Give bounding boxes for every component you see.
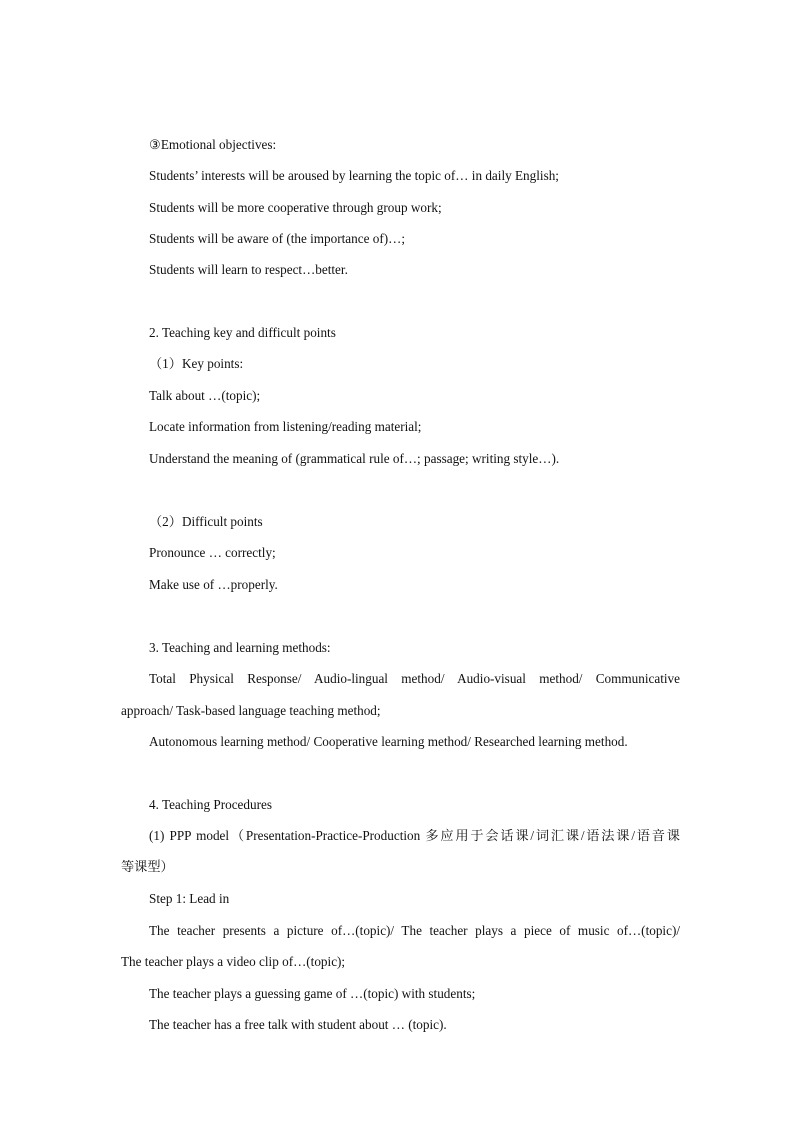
key-point-item: Talk about …(topic); — [149, 388, 261, 403]
key-difficult-points-heading: 2. Teaching key and difficult points — [149, 325, 336, 340]
methods-line-continued: approach/ Task-based language teaching method; — [121, 703, 381, 718]
emotional-objective-item: Students will be aware of (the importance of)…; — [149, 231, 405, 246]
methods-line: Autonomous learning method/ Cooperative learning method/ Researched learning method. — [149, 734, 628, 749]
key-point-item: Understand the meaning of (grammatical rule of…; passage; writing style…). — [149, 451, 560, 466]
step-1-line: The teacher presents a picture of…(topic)/ The teacher plays a piece of music of…(topic)/ — [149, 923, 680, 938]
emotional-objective-item: Students will be more cooperative through group work; — [149, 200, 442, 215]
key-points-subheading: （1）Key points: — [149, 356, 244, 371]
step-1-line: The teacher has a free talk with student about … (topic). — [149, 1017, 447, 1032]
emotional-objectives-heading: ③Emotional objectives: — [149, 137, 277, 152]
difficult-point-item: Pronounce … correctly; — [149, 545, 276, 560]
emotional-objective-item: Students will learn to respect…better. — [149, 262, 348, 277]
difficult-point-item: Make use of …properly. — [149, 577, 278, 592]
step-1-line: The teacher plays a guessing game of …(topic) with students; — [149, 986, 476, 1001]
step-1-line-continued: The teacher plays a video clip of…(topic); — [121, 954, 346, 969]
step-1-heading: Step 1: Lead in — [149, 891, 230, 906]
key-point-item: Locate information from listening/reading material; — [149, 419, 422, 434]
procedures-heading: 4. Teaching Procedures — [149, 797, 272, 812]
ppp-model-line: (1) PPP model（Presentation-Practice-Production 多应用于会话课/词汇课/语法课/语音课 — [149, 828, 680, 843]
difficult-points-subheading: （2）Difficult points — [149, 514, 263, 529]
methods-line: Total Physical Response/ Audio-lingual method/ Audio-visual method/ Communicative — [149, 671, 680, 686]
emotional-objective-item: Students’ interests will be aroused by learning the topic of… in daily English; — [149, 168, 559, 183]
methods-heading: 3. Teaching and learning methods: — [149, 640, 331, 655]
ppp-model-line-continued: 等课型） — [121, 859, 174, 874]
